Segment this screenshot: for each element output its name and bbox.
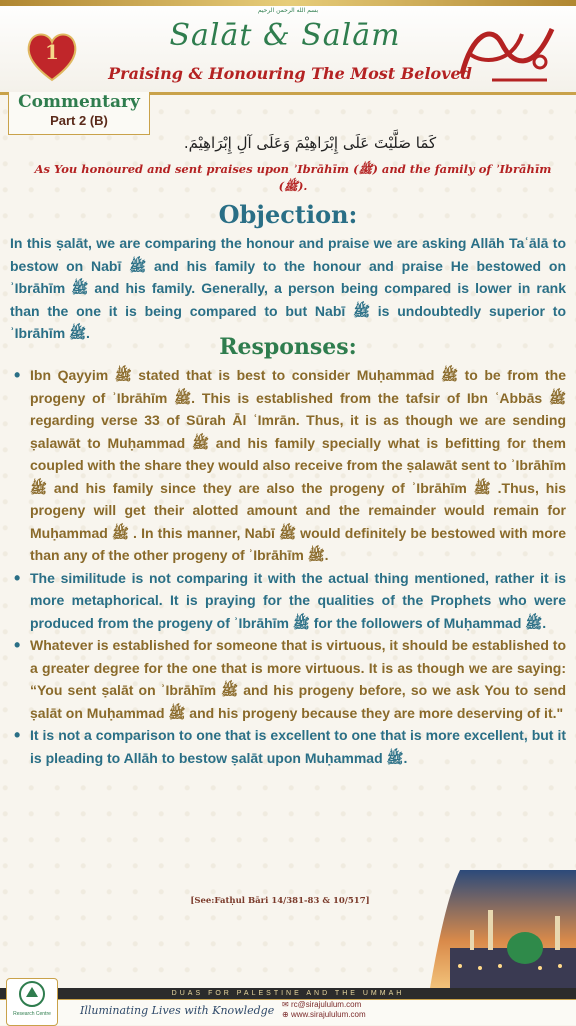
responses-heading: Responses: xyxy=(219,334,357,360)
objection-heading: Objection: xyxy=(218,200,358,229)
header-gold-border xyxy=(0,0,576,6)
mosque-image xyxy=(430,870,576,988)
verse-translation: As You honoured and sent praises upon ʾIbrāhīm (ﷺ) and the family of ʾIbrāhīm (ﷺ). xyxy=(34,162,552,193)
reference-citation: [See:Fatḥul Bāri 14/381-83 & 10/517] xyxy=(190,896,370,906)
objection-text: In this ṣalāt, we are comparing the honour and praise we are asking Allāh Taʿālā to bestow on Nabī ﷺ and his family to the honour and praise He bestowed on ʾIbrāhīm ﷺ and his family. Generally, a person being compared is lower in rank than the one it is being compared to but Nabī ﷺ is undoubtedly superior to ʾIbrāhīm ﷺ. xyxy=(10,235,567,341)
logo-emblem-icon xyxy=(17,979,47,1009)
footer-contact xyxy=(282,1000,366,1020)
series-number: 1 xyxy=(45,40,59,64)
arabic-verse: كَمَا صَلَّيْتَ عَلَى إِبْرَاهِيْمَ وَعَلَى آلِ إِبْرَاهِيْمَ. xyxy=(183,134,437,152)
footer-banner: DUAS FOR PALESTINE AND THE UMMAH xyxy=(0,988,576,999)
footer-email[interactable]: rc@sirajululum.com xyxy=(290,1000,362,1009)
footer-website[interactable]: www.sirajululum.com xyxy=(290,1010,366,1019)
logo-text: Research Centre xyxy=(13,1011,51,1017)
response-item: • Whatever is established for someone that is virtuous, it should be established to a greater degree for the one that is more virtuous. It is as though we are saying: “You sent ṣalāt on ʾIbrāhīm ﷺ and his progeny before, so we ask You to send ṣalāt on Muḥammad ﷺ and his progeny because they are more deserving of it." xyxy=(10,634,566,724)
commentary-box xyxy=(8,92,150,135)
page-title: Salāt & Salām xyxy=(169,18,401,53)
footer-tagline: Illuminating Lives with Knowledge xyxy=(80,1004,275,1017)
arabic-calligraphy-icon xyxy=(452,14,562,86)
responses-list xyxy=(10,364,566,769)
response-item: • Ibn Qayyim ﷺ stated that is best to consider Muḥammad ﷺ to be from the progeny of ʾIbrāhīm ﷺ. This is established from the tafsir of Ibn ʿAbbās ﷺ regarding verse 33 of Sūrah Āl ʿImrān. Thus, it is as though we are sending ṣalawāt to Muḥammad ﷺ and his family specially what is befitting for them coupled with the share they would also receive from the ṣalawāt sent to ʾIbrāhīm ﷺ and his family since they are also the progeny of ʾIbrāhīm ﷺ .Thus, his progeny will get their alotted amount and the remainder would remain for Muḥammad ﷺ . In this manner, Nabī ﷺ would definitely be bestowed with more than any of the other progeny of ʾIbrāhīm ﷺ. xyxy=(10,364,566,567)
response-item: • It is not a comparison to one that is excellent to one that is more excellent, but it is pleading to Allāh to bestow ṣalāt upon Muḥammad ﷺ. xyxy=(10,724,566,769)
email-icon: ✉ xyxy=(282,1000,291,1009)
header xyxy=(0,0,576,95)
commentary-title: Commentary xyxy=(18,92,140,112)
page-subtitle: Praising & Honouring The Most Beloved xyxy=(108,64,472,83)
commentary-part: Part 2 (B) xyxy=(50,113,108,128)
research-centre-logo xyxy=(6,978,58,1026)
globe-icon: ⊕ xyxy=(282,1010,291,1019)
header-bismillah: بسم الله الرحمن الرحيم xyxy=(257,7,319,14)
response-item: • The similitude is not comparing it with the actual thing mentioned, rather it is more metaphorical. It is praying for the qualities of the Prophets who were produced from the progeny of ʾIbrāhīm ﷺ for the followers of Muḥammad ﷺ. xyxy=(10,567,566,635)
